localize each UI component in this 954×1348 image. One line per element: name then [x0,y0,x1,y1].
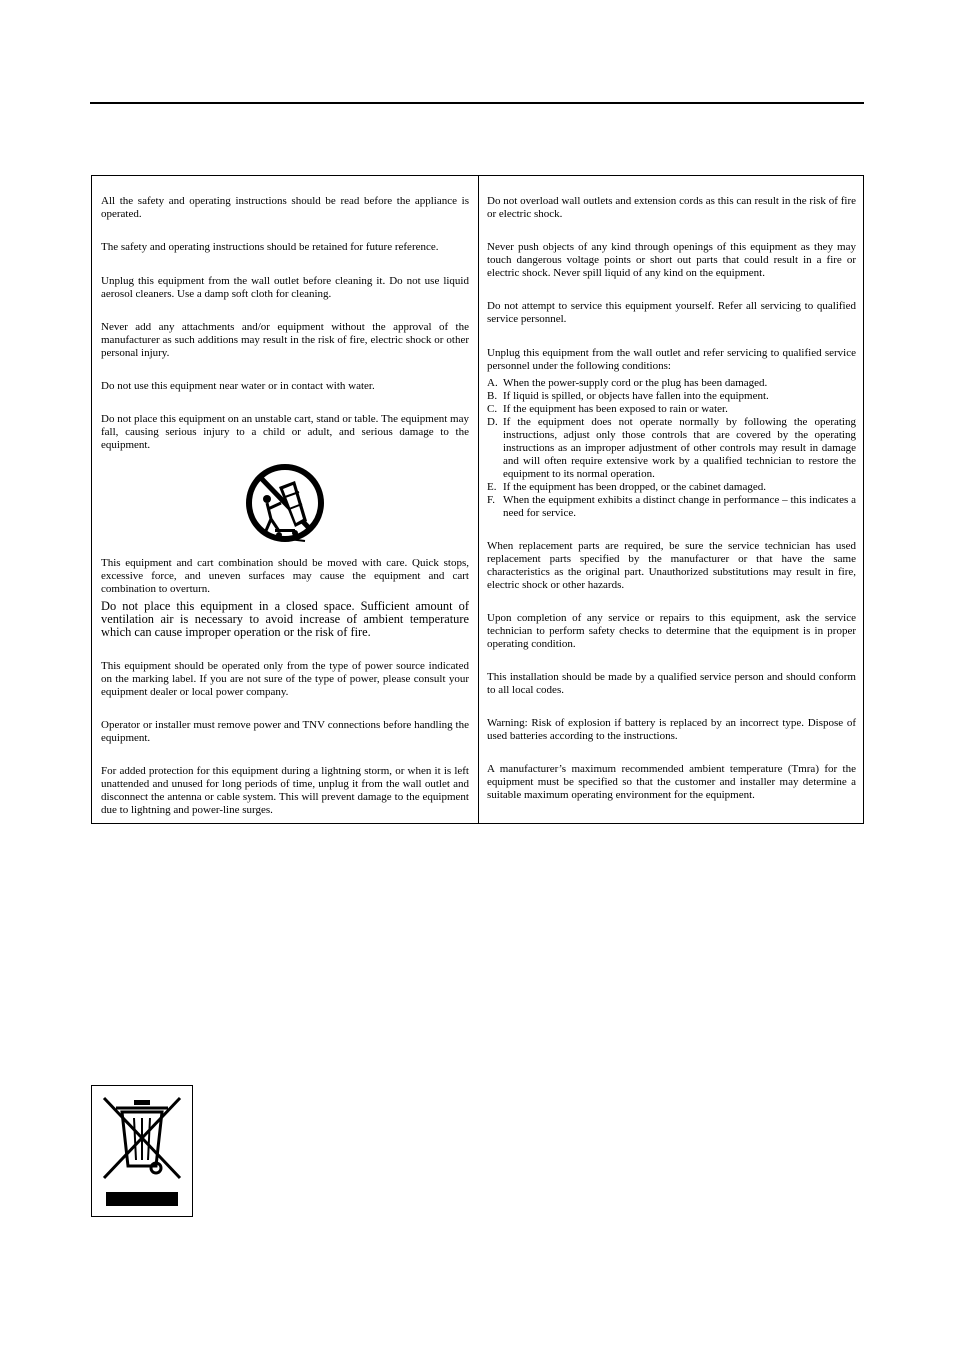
list-item: F. When the equipment exhibits a distinct change in performance – this indicates a need for service. [487,494,856,519]
instruction-push-objects: Never push objects of any kind through openings of this equipment as they may touch dangerous voltage points or short out parts that could result in a fire or electric shock. Never spill liquid of any kind on the equipment. [487,241,856,279]
list-item: A. When the power-supply cord or the plug has been damaged. [487,377,768,389]
instruction-water: Do not use this equipment near water or in contact with water. [101,380,375,392]
instruction-move-with-care: This equipment and cart combination should be moved with care. Quick stops, excessive force, and uneven surfaces may cause the equipment and cart combination to overturn. [101,557,469,595]
instruction-unstable-cart: Do not place this equipment on an unstable cart, stand or table. The equipment may fall, causing serious injury to a child or adult, and serious damage to the equipment. [101,413,469,451]
instruction-cleaning: Unplug this equipment from the wall outlet before cleaning it. Do not use liquid aerosol cleaners. Use a damp soft cloth for cleaning. [101,275,469,300]
instruction-unplug-service: Unplug this equipment from the wall outlet and refer servicing to qualified service personnel under the following conditions: [487,347,856,372]
instruction-no-self-service: Do not attempt to service this equipment yourself. Refer all servicing to qualified service personnel. [487,300,856,325]
list-item: B. If liquid is spilled, or objects have fallen into the equipment. [487,390,769,402]
column-divider [478,176,479,823]
instruction-overload: Do not overload wall outlets and extension cords as this can result in the risk of fire or electric shock. [487,195,856,220]
instruction-attachments: Never add any attachments and/or equipment without the approval of the manufacturer as such additions may result in the risk of fire, electric shock or other personal injury. [101,321,469,359]
instruction-tnv: Operator or installer must remove power and TNV connections before handling the equipment. [101,719,469,744]
safety-instructions-table [91,175,864,824]
top-rule [90,102,864,104]
instruction-retain: The safety and operating instructions should be retained for future reference. [101,241,439,253]
list-item: C. If the equipment has been exposed to rain or water. [487,403,728,415]
instruction-battery-warning: Warning: Risk of explosion if battery is replaced by an incorrect type. Dispose of used batteries according to the instructions. [487,717,856,742]
instruction-closed-space: Do not place this equipment in a closed space. Sufficient amount of ventilation air is necessary to avoid increase of ambient temperature which can cause improper operation or the risk of fire. [101,599,469,639]
list-item: E. If the equipment has been dropped, or the cabinet damaged. [487,481,766,493]
list-item: D. If the equipment does not operate normally by following the operating instructions, adjust only those controls that are covered by the operating instructions as an improper adjustment of other controls may result in damage and will often require extensive work by a qualified technician to restore the equipment to its normal operation. [487,416,856,480]
instruction-power-source: This equipment should be operated only from the type of power source indicated on the marking label. If you are not sure of the type of power, please consult your equipment dealer or local power company. [101,660,469,698]
instruction-installation: This installation should be made by a qualified service person and should conform to all local codes. [487,671,856,696]
weee-symbol-box [91,1085,193,1217]
instruction-replacement-parts: When replacement parts are required, be sure the service technician has used replacement parts specified by the manufacturer or that have the same characteristics as the original part. Unauthorized substitutions may result in fire, electric shock or other hazards. [487,540,856,591]
instruction-read: All the safety and operating instructions should be read before the appliance is operated. [101,195,469,220]
cart-tip-over-warning-icon [245,463,325,547]
crossed-out-wheelie-bin-icon [98,1092,186,1210]
instruction-lightning: For added protection for this equipment during a lightning storm, or when it is left unattended and unused for long periods of time, unplug it from the wall outlet and disconnect the antenna or cable system. This will prevent damage to the equipment due to lightning and power-line surges. [101,765,469,816]
instruction-tmra: A manufacturer’s maximum recommended ambient temperature (Tmra) for the equipment must be specified so that the customer and installer may determine a suitable maximum operating environment for the equipment. [487,763,856,801]
service-conditions-list [487,377,856,520]
instruction-safety-checks: Upon completion of any service or repairs to this equipment, ask the service technician to perform safety checks to determine that the equipment is in proper operating condition. [487,612,856,650]
